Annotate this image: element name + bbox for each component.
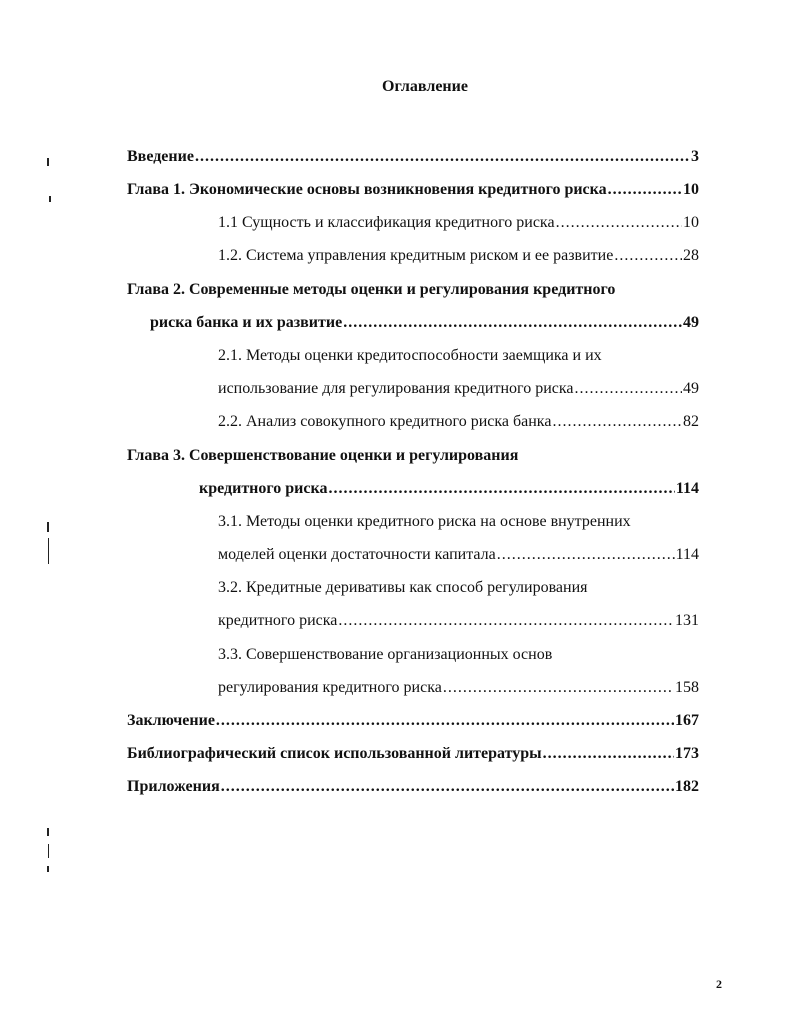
scan-mark <box>47 828 49 836</box>
toc-leader-dots <box>614 246 682 266</box>
document-title: Оглавление <box>382 78 468 95</box>
toc-chapter-3-title-line1: Глава 3. Совершенствование оценки и регулирования <box>127 447 519 464</box>
toc-entry-title: 1.2. Система управления кредитным риском и ее развитие <box>218 247 614 264</box>
toc-entry-title: кредитного риска <box>199 480 328 497</box>
toc-entry-title: 2.2. Анализ совокупного кредитного риска банка <box>218 413 552 430</box>
toc-entry-introduction[interactable] <box>127 147 699 167</box>
scan-mark <box>49 196 51 202</box>
toc-page-number: 114 <box>675 480 699 497</box>
toc-entry-title: моделей оценки достаточности капитала <box>218 546 496 563</box>
toc-entry-section-2-1[interactable] <box>218 379 699 399</box>
toc-leader-dots <box>216 711 674 731</box>
toc-entry-title: Заключение <box>127 712 215 729</box>
toc-entry-section-3-1[interactable] <box>218 545 699 565</box>
toc-leader-dots <box>343 313 682 333</box>
toc-entry-section-2-2[interactable] <box>218 412 699 432</box>
toc-leader-dots <box>552 412 682 432</box>
toc-entry-title: регулирования кредитного риска <box>218 679 442 696</box>
toc-page-number: 3 <box>691 148 699 165</box>
page-number: 2 <box>716 977 722 991</box>
toc-entry-conclusion[interactable] <box>127 711 699 731</box>
toc-page-number: 10 <box>683 181 699 198</box>
toc-page-number: 173 <box>675 745 699 762</box>
toc-entry-section-1-2[interactable] <box>218 246 699 266</box>
toc-section-3-3-title-line1: 3.3. Совершенствование организационных основ <box>218 646 553 663</box>
scan-mark <box>47 522 49 532</box>
toc-section-2-1-title-line1: 2.1. Методы оценки кредитоспособности заемщика и их <box>218 347 602 364</box>
toc-page-number: 82 <box>683 413 699 430</box>
toc-page-number: 28 <box>683 247 699 264</box>
toc-leader-dots <box>195 147 690 167</box>
toc-section-3-2-title-line1: 3.2. Кредитные деривативы как способ регулирования <box>218 579 588 596</box>
toc-entry-title: Глава 1. Экономические основы возникновения кредитного риска <box>127 181 607 198</box>
scan-mark <box>48 844 49 858</box>
scan-mark <box>47 866 49 872</box>
toc-entry-section-3-2[interactable] <box>218 611 699 631</box>
toc-entry-title: использование для регулирования кредитного риска <box>218 380 574 397</box>
toc-page-number: 10 <box>683 214 699 231</box>
toc-chapter-2-title-line1: Глава 2. Современные методы оценки и регулирования кредитного <box>127 281 616 298</box>
toc-leader-dots <box>443 678 674 698</box>
toc-leader-dots <box>556 213 682 233</box>
toc-entry-chapter-2[interactable] <box>150 313 699 333</box>
toc-page-number: 131 <box>675 612 699 629</box>
toc-entry-title: Введение <box>127 148 194 165</box>
toc-page-number: 49 <box>683 314 699 331</box>
scan-mark <box>47 158 49 166</box>
toc-section-3-1-title-line1: 3.1. Методы оценки кредитного риска на основе внутренних <box>218 513 631 530</box>
toc-entry-title: Библиографический список использованной литературы <box>127 745 542 762</box>
toc-leader-dots <box>338 611 674 631</box>
toc-entry-chapter-1[interactable] <box>127 180 699 200</box>
toc-leader-dots <box>608 180 682 200</box>
toc-page-number: 49 <box>683 380 699 397</box>
toc-entry-bibliography[interactable] <box>127 744 699 764</box>
toc-leader-dots <box>543 744 674 764</box>
toc-entry-section-1-1[interactable] <box>218 213 699 233</box>
toc-page-number: 182 <box>675 778 699 795</box>
toc-leader-dots <box>497 545 675 565</box>
toc-leader-dots <box>575 379 683 399</box>
toc-entry-section-3-3[interactable] <box>218 678 699 698</box>
toc-entry-chapter-3[interactable] <box>199 479 699 499</box>
toc-entry-appendix[interactable] <box>127 777 699 797</box>
toc-entry-title: 1.1 Сущность и классификация кредитного риска <box>218 214 555 231</box>
toc-page-number: 167 <box>675 712 699 729</box>
toc-leader-dots <box>221 777 674 797</box>
toc-entry-title: кредитного риска <box>218 612 338 629</box>
toc-entry-title: риска банка и их развитие <box>150 314 343 331</box>
toc-leader-dots <box>328 479 674 499</box>
scan-mark <box>48 538 49 564</box>
toc-page-number: 114 <box>675 546 699 563</box>
toc-entry-title: Приложения <box>127 778 220 795</box>
toc-page-number: 158 <box>675 679 699 696</box>
